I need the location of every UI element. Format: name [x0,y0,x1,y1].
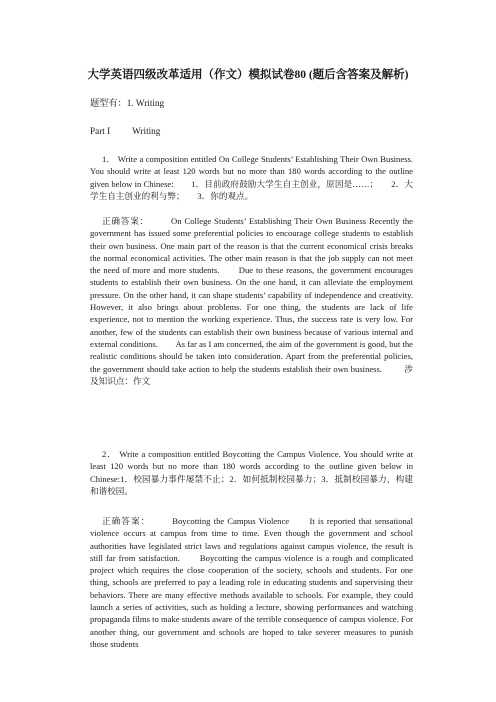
page-title: 大学英语四级改革适用（作文）模拟试卷80 (题后含答案及解析) [87,69,409,81]
answer-label: 正确答案： [102,516,151,526]
answer-text: Boycotting the Campus Violence It is reported that sensational violence occurs at campus from time to time. Even though the government and school authorities have legislated strict laws and regulations against campus violence, the result is still far from satisfaction. Boycotting the campus violence is a rough and complicated project which requires the close cooperation of the society, schools and students. For one thing, schools are preferred to pay a leading role in educating students and supervising their behaviors. There are many effective methods available to schools. For example, they could launch a series of activities, such as holding a lecture, showing performances and watching propaganda films to make students aware of the terrible consequence of campus violence. For another thing, our government and schools are hoped to take severer measures to punish those students [90,516,413,649]
answer-text: On College Students’ Establishing Their Own Business Recently the government has issued some preferential policies to encourage college students to establish their own business. One main part of the reason is that the current economical crisis breaks the normal economical activities. The other main reason is that the job supply can not meet the need of more and more students. Due to these reasons, the government encourages students to establish their own business. On the one hand, it can alleviate the employment pressure. On the other hand, it can shape students’ capability of independence and creativity. However, it also brings about problems. For one thing, the students are lack of life experience, not to mention the working experience. Thus, the success rate is very low. For another, few of the students can establish their own business because of various internal and external conditions. As far as I am concerned, the aim of the government is good, but the realistic conditions should be taken into consideration. Apart from the preferential policies, the government should take action to help the students establish their own business. [90,216,413,374]
question-1-answer [90,215,413,387]
question-1-text: 1． Write a composition entitled On College Students’ Establishing Their Own Business. You should write at least 120 words but no more than 180 words according to the outline given below in Chinese: 1．目前政府鼓励大学生自主创业，原因是……； 2．大学生自主创业的利与弊； 3．你的观点。 [90,154,413,201]
question-types: 题型有：1. Writing [90,98,165,108]
question-2-text: 2． Write a composition entitled Boycotting the Campus Violence. You should write at least 120 words but no more than 180 words according to the outline given below in Chinese:1．校园暴力事件屡禁不止；2．如何抵制校园暴力；3．抵制校园暴力，构建和谐校园。 [90,449,413,496]
part-label: Part I [90,126,111,136]
question-1-prompt [90,153,413,202]
part-name: Writing [132,126,161,136]
question-2-answer-body [90,515,413,650]
knowledge-point: 涉及知识点：作文 [90,363,413,386]
question-1-answer-body [90,215,413,387]
answer-label: 正确答案： [102,216,150,226]
part-heading [90,125,160,137]
question-2-prompt [90,448,413,497]
question-2-answer [90,515,413,650]
